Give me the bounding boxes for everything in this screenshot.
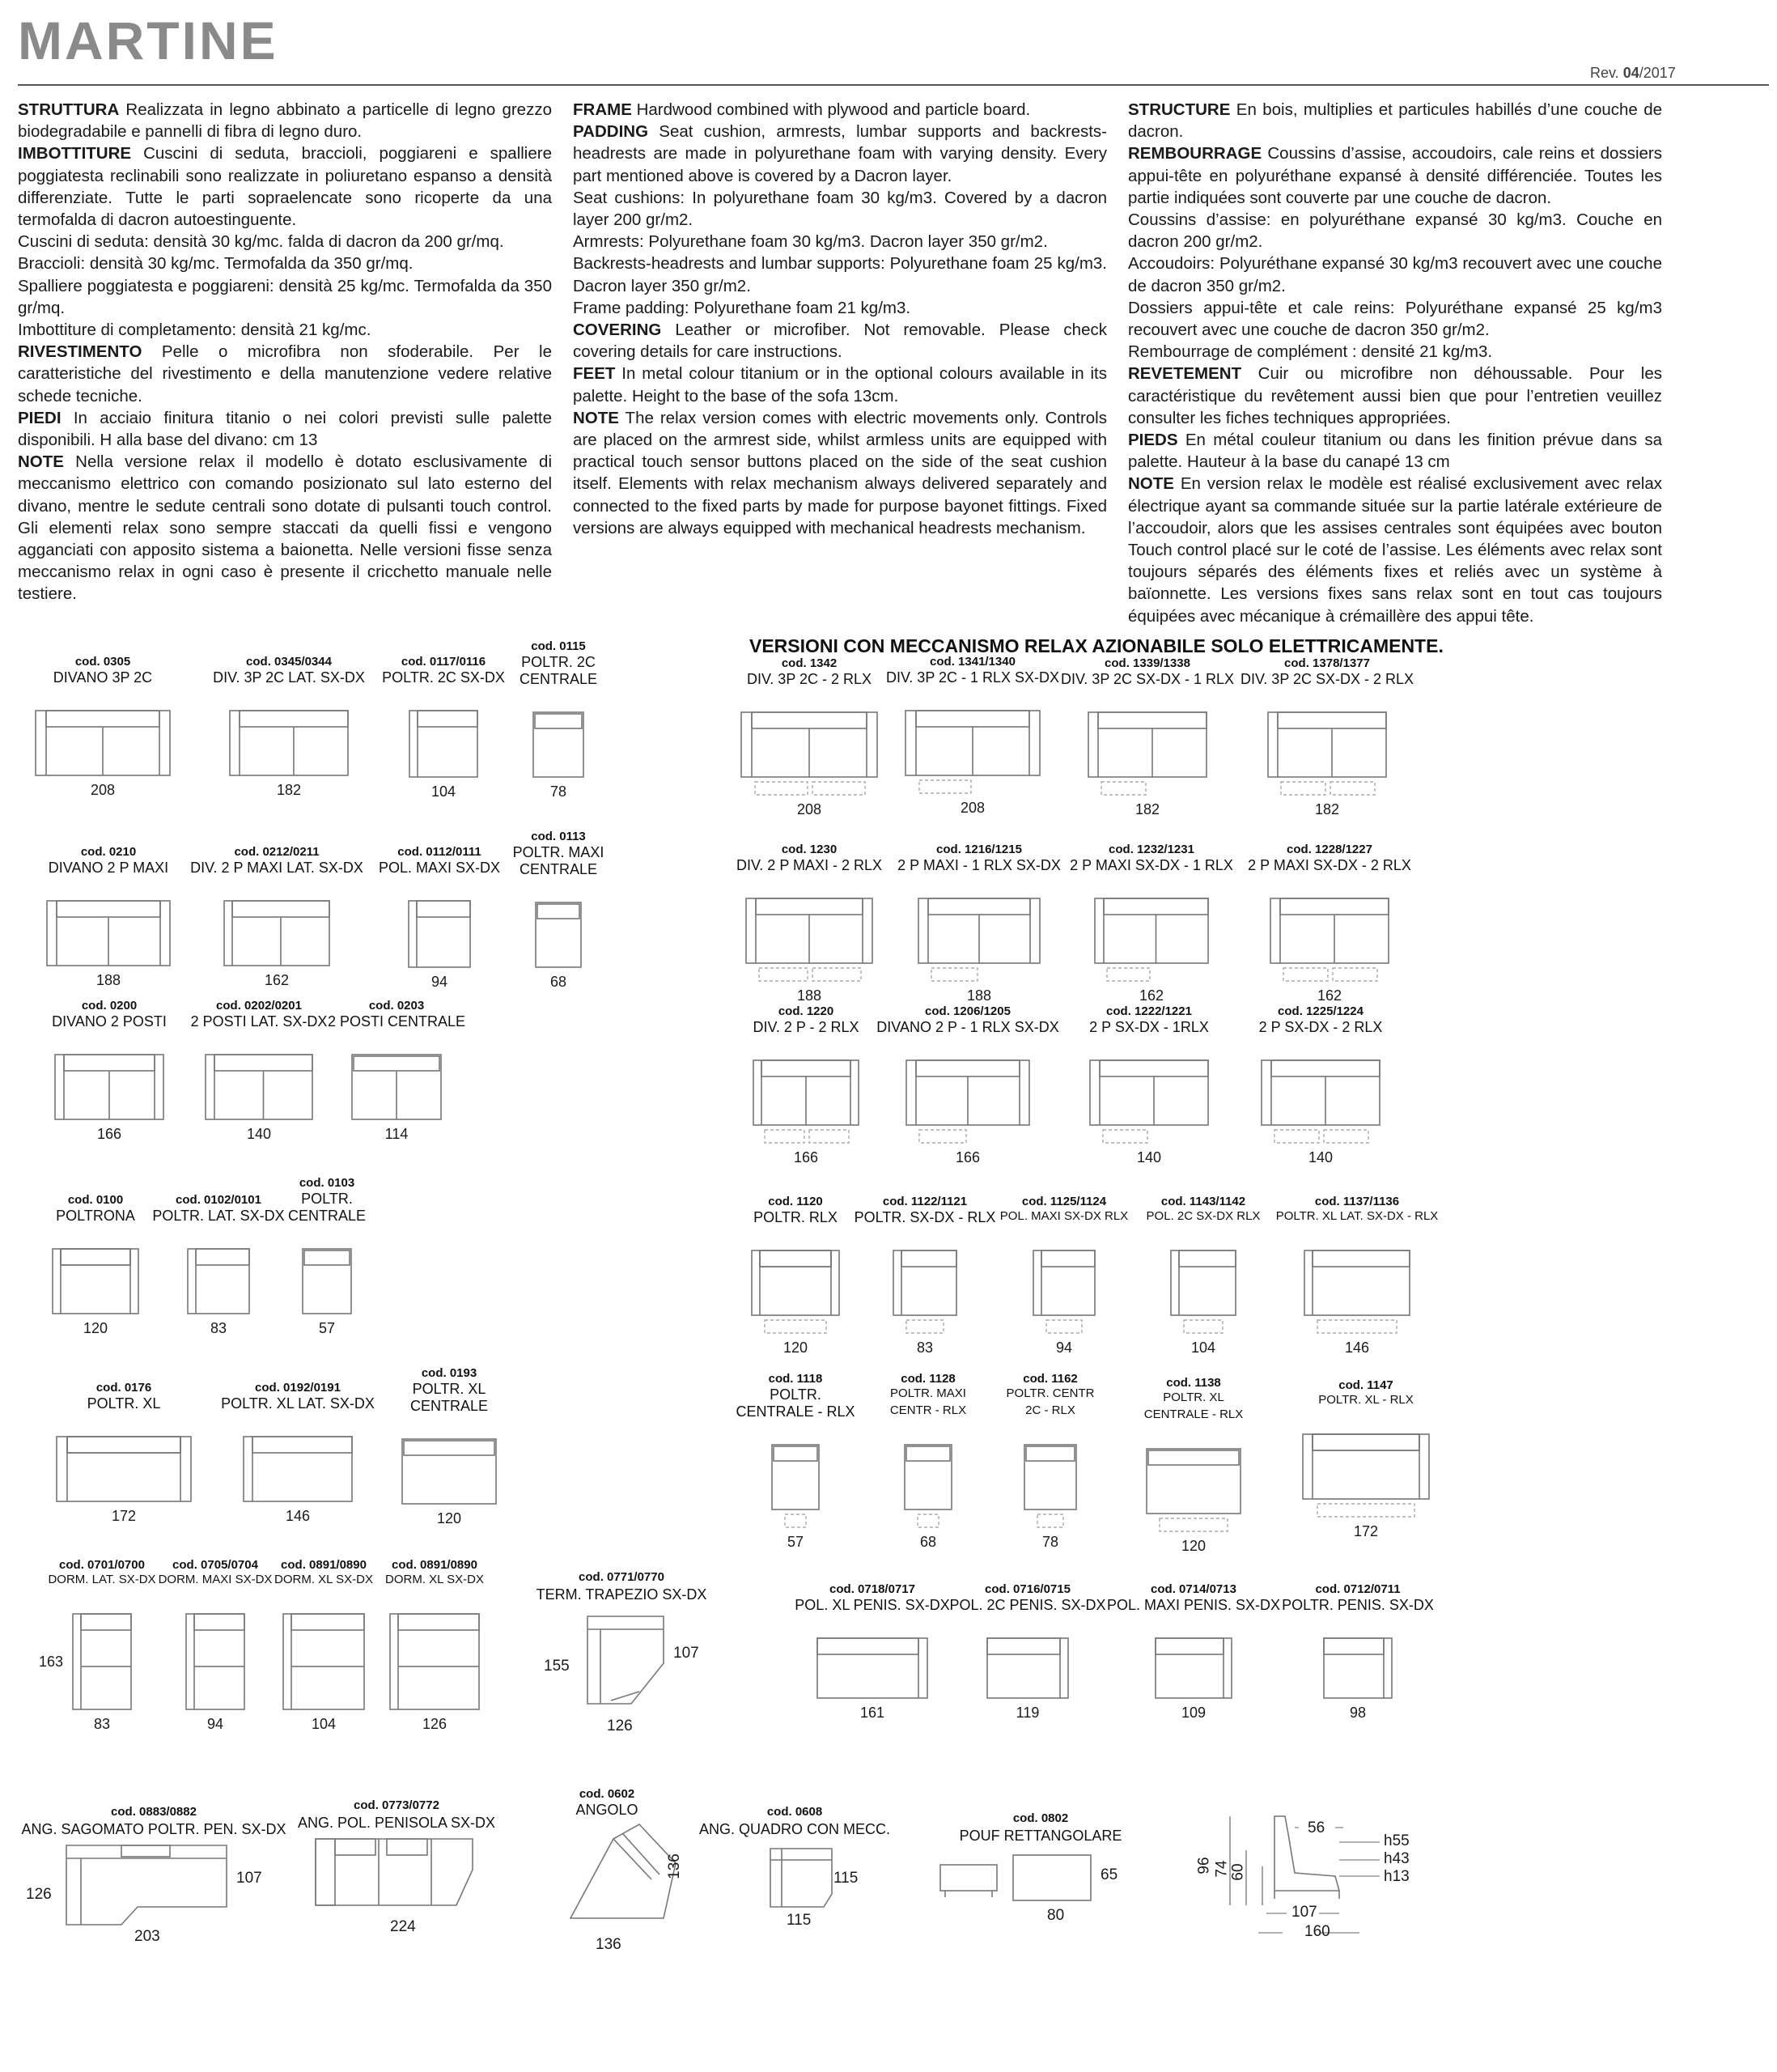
description-heading: NOTE [1128, 474, 1174, 494]
item-drawing [71, 1612, 133, 1732]
item-code: cod. 0212/0211 [234, 845, 320, 859]
profile-h55: h55 [1384, 1832, 1410, 1849]
item-width: 188 [796, 987, 822, 1004]
item-drawing [752, 1059, 860, 1148]
item-width: 208 [796, 801, 822, 817]
item-code: cod. 0345/0344 [246, 655, 332, 669]
item-depth: 163 [39, 1654, 64, 1670]
profile-h13: h13 [1384, 1868, 1410, 1885]
item-code: cod. 1378/1377 [1284, 656, 1370, 670]
profile-height-arm: 60 [1229, 1863, 1247, 1881]
item-name: DORM. XL SX-DX [385, 1573, 484, 1586]
item-code: cod. 1122/1121 [882, 1195, 968, 1208]
item-name: POLTR. XL [87, 1395, 161, 1412]
sagomato-drawing [65, 1844, 235, 1928]
item-drawing [282, 1612, 366, 1732]
quadro-drawing [769, 1847, 833, 1909]
item-name: POL. 2C PENIS. SX-DX [949, 1597, 1106, 1613]
item-code: cod. 1339/1338 [1105, 656, 1190, 670]
item-name: 2 P MAXI SX-DX - 1 RLX [1070, 857, 1233, 873]
item-code: cod. 0771/0770 [579, 1570, 664, 1584]
item-name: CENTRALE [519, 861, 598, 877]
item-name: DORM. LAT. SX-DX [48, 1573, 156, 1586]
description-text: Leather or microfiber. Not removable. Please check covering details for care instructions. [573, 321, 1107, 362]
item-name: DIV. 2 P MAXI LAT. SX-DX [190, 860, 363, 876]
description-text: Cuscini di seduta, braccioli, poggiareni e spalliere poggiatesta reclinabili sono realizzate in poliuretano espanso a densità differenziate. Tutte le parti sopraelencate sono ricoperte da una termofalda di dacron autoestinguente. [18, 144, 552, 230]
item-name: ANG. SAGOMATO POLTR. PEN. SX-DX [21, 1821, 286, 1837]
item-name: POLTR. [301, 1191, 353, 1207]
item-width: 140 [1308, 1149, 1334, 1166]
description-heading: IMBOTTITURE [18, 144, 132, 163]
item-drawing [184, 1612, 246, 1732]
item-name: DIVANO 2 P MAXI [48, 860, 169, 876]
description-text: Accoudoirs: Polyuréthane expansé 30 kg/m3 recouvert avec une couche de dacron 350 gr/m2. [1128, 254, 1662, 295]
profile-depth-open: 160 [1304, 1923, 1330, 1940]
penisola-drawing [314, 1837, 484, 1912]
item-code: cod. 0210 [80, 845, 137, 859]
item-name: POL. XL PENIS. SX-DX [795, 1597, 950, 1613]
description-text: Realizzata in legno abbinato a particelle di legno grezzo biodegradabile e pannelli di fibra di legno duro. [18, 100, 552, 142]
item-name: POLTR. XL LAT. SX-DX [221, 1395, 375, 1412]
description-text: En bois, multiplies et particules habillés d’une couche de dacron. [1128, 100, 1662, 142]
description-text: Hardwood combined with plywood and particle board. [631, 100, 1031, 119]
item-name: POLTR. CENTR [1006, 1386, 1095, 1400]
item-width: 98 [1349, 1705, 1367, 1721]
item-drawing [917, 897, 1041, 986]
item-code: cod. 0701/0700 [59, 1558, 145, 1572]
item-drawing [740, 711, 879, 800]
description-heading: REVETEMENT [1128, 364, 1242, 384]
item-code: cod. 1118 [768, 1372, 823, 1386]
item-name: DIV. 2 P - 2 RLX [753, 1019, 859, 1035]
profile-h43: h43 [1384, 1850, 1410, 1867]
angolo-drawing [566, 1823, 680, 1928]
item-code: cod. 0891/0890 [281, 1558, 367, 1572]
item-name: 2C - RLX [1025, 1403, 1075, 1417]
item-code: cod. 0200 [81, 999, 138, 1013]
item-code: cod. 1137/1136 [1314, 1195, 1400, 1208]
item-name: POLTR. MAXI [512, 844, 604, 860]
item-code: cod. 0718/0717 [829, 1582, 915, 1596]
item-code: cod. 1232/1231 [1109, 843, 1194, 856]
item-width: 83 [93, 1716, 111, 1732]
item-name: DIV. 3P 2C LAT. SX-DX [213, 669, 365, 686]
item-name: POLTR. XL [1163, 1391, 1224, 1404]
item-code: cod. 0714/0713 [1151, 1582, 1236, 1596]
item-code: cod. 0608 [766, 1805, 823, 1819]
item-drawing [904, 709, 1041, 798]
item-code: cod. 0705/0704 [172, 1558, 258, 1572]
sagomato-side: 126 [26, 1886, 52, 1903]
item-name: 2 P MAXI SX-DX - 2 RLX [1248, 857, 1411, 873]
description-heading: NOTE [573, 408, 619, 427]
item-drawing [1023, 1443, 1078, 1532]
item-width: 188 [95, 972, 121, 988]
item-code: cod. 0602 [579, 1787, 635, 1801]
item-width: 78 [549, 783, 567, 800]
item-width: 161 [859, 1705, 885, 1721]
rev-year: /2017 [1639, 65, 1676, 81]
item-name: POLTR. SX-DX - RLX [854, 1209, 996, 1225]
item-drawing [903, 1443, 953, 1532]
item-name: 2 P MAXI - 1 RLX SX-DX [897, 857, 1061, 873]
item-width: 114 [384, 1126, 409, 1142]
item-width: 166 [96, 1126, 122, 1142]
item-code: cod. 0193 [421, 1366, 477, 1380]
trapezio-depth: 155 [544, 1658, 570, 1675]
item-code: cod. 1228/1227 [1287, 843, 1372, 856]
item-name: CENTR - RLX [889, 1403, 967, 1417]
quadro-depth: 115 [833, 1870, 859, 1887]
description-text: In acciaio finitura titanio o nei colori previsti sulle palette disponibili. H alla base del divano: cm 13 [18, 408, 552, 450]
item-width: 162 [1139, 987, 1164, 1004]
description-heading: STRUCTURE [1128, 100, 1231, 119]
item-drawing [1269, 897, 1390, 986]
item-width: 140 [246, 1126, 272, 1142]
description-heading: PIEDI [18, 408, 61, 427]
description-heading: PADDING [573, 122, 649, 142]
item-name: POL. MAXI SX-DX RLX [999, 1209, 1129, 1223]
pouf-drawing [939, 1853, 1101, 1902]
description-heading: FRAME [573, 100, 632, 119]
item-code: cod. 1341/1340 [930, 655, 1016, 669]
item-name: DIV. 2 P MAXI - 2 RLX [736, 857, 883, 873]
item-width: 166 [793, 1149, 819, 1166]
item-width: 126 [422, 1716, 447, 1732]
description-text: Seat cushions: In polyurethane foam 30 kg/m3. Covered by a dacron layer 200 gr/m2. [573, 188, 1107, 230]
model-title: MARTINE [18, 11, 278, 70]
item-name: POLTR. XL [412, 1381, 486, 1397]
item-name: POLTR. PENIS. SX-DX [1282, 1597, 1434, 1613]
item-code: cod. 1138 [1166, 1376, 1221, 1390]
item-width: 104 [1190, 1340, 1216, 1356]
item-name: CENTRALE [519, 671, 598, 687]
item-width: 208 [90, 782, 116, 798]
item-width: 166 [955, 1149, 981, 1166]
item-drawing [744, 897, 874, 986]
description-text: Frame padding: Polyurethane foam 21 kg/m3. [573, 298, 911, 317]
item-code: cod. 0305 [74, 655, 131, 669]
item-drawing [388, 1612, 481, 1732]
penisola-width: 224 [390, 1918, 416, 1935]
sagomato-depth: 107 [236, 1870, 262, 1887]
item-name: POLTR. LAT. SX-DX [152, 1208, 285, 1224]
item-code: cod. 1147 [1338, 1378, 1393, 1392]
rev-prefix: Rev. [1590, 65, 1619, 81]
item-name: DIV. 3P 2C SX-DX - 1 RLX [1060, 671, 1235, 687]
item-width: 182 [276, 782, 302, 798]
item-name: DIV. 3P 2C SX-DX - 2 RLX [1240, 671, 1414, 687]
description-text: Coussins d’assise, accoudoirs, cale reins et dossiers appui-tête en polyuréthane expansé à densité différenciée. Toutes les partie indiquées sont couverte par une couche de dacron. [1128, 144, 1662, 207]
description-text: Seat cushion, armrests, lumbar supports and backrests-headrests are made in polyurethane foam with varying density. Every part mentioned above is covered by a Dacron layer. [573, 122, 1107, 185]
item-code: cod. 0712/0711 [1315, 1582, 1401, 1596]
item-drawing [1303, 1249, 1411, 1338]
item-name: ANG. QUADRO CON MECC. [698, 1821, 891, 1837]
item-name: 2 POSTI LAT. SX-DX [190, 1013, 328, 1030]
description-heading: NOTE [18, 452, 64, 472]
item-name: CENTRALE [287, 1208, 367, 1224]
item-width: 78 [1041, 1534, 1059, 1550]
item-code: cod. 0117/0116 [401, 655, 486, 669]
item-code: cod. 1120 [768, 1195, 823, 1208]
description-text: Armrests: Polyurethane foam 30 kg/m3. Dacron layer 350 gr/m2. [573, 232, 1048, 252]
description-text: Rembourrage de complément : densité 21 kg/m3. [1128, 342, 1493, 362]
item-name: POLTR. XL LAT. SX-DX - RLX [1275, 1209, 1439, 1223]
description-heading: STRUTTURA [18, 100, 120, 119]
item-code: cod. 0802 [1012, 1811, 1069, 1825]
description-text: Nella versione relax il modello è dotato esclusivamente di meccanismo elettrico con comando posizionato sul lato esterno del divano, mentre le sedute centrali sono dotate di pulsanti touch control. Gli elementi relax sono sempre staccati da quelli fissi e vengono agganciati con apposito sistema a baionetta. Nelle versioni fisse senza meccanismo relax in ogni caso è presente il cricchetto manuale nelle testiere. [18, 452, 552, 604]
item-name: ANGOLO [575, 1802, 638, 1818]
description-text: Coussins d’assise: en polyuréthane expansé 30 kg/m3. Couche en dacron 200 gr/m2. [1128, 210, 1662, 252]
item-width: 68 [919, 1534, 937, 1550]
item-name: 2 P SX-DX - 1RLX [1089, 1019, 1209, 1035]
item-drawing [1301, 1433, 1431, 1522]
description-text: In metal colour titanium or in the optional colours available in its palette. Height to the base of the sofa 13cm. [573, 364, 1107, 405]
description-heading: COVERING [573, 321, 662, 340]
item-code: cod. 1230 [781, 843, 838, 856]
item-name: CENTRALE - RLX [736, 1403, 855, 1420]
item-width: 104 [430, 783, 456, 800]
item-name: POUF RETTANGOLARE [959, 1828, 1122, 1844]
trapezio-width: 126 [607, 1717, 633, 1734]
description-text: Backrests-headrests and lumbar supports: Polyurethane foam 25 kg/m3. Dacron layer 350 gr/m2. [573, 254, 1107, 295]
angolo-width: 136 [596, 1936, 621, 1953]
item-width: 120 [436, 1510, 462, 1526]
item-code: cod. 1216/1215 [936, 843, 1022, 856]
rev-number: 04 [1622, 65, 1639, 81]
item-name: DIVANO 3P 2C [53, 669, 153, 686]
item-drawing [1093, 897, 1210, 986]
item-name: ANG. POL. PENISOLA SX-DX [297, 1815, 496, 1831]
item-width: 119 [1016, 1705, 1040, 1721]
item-code: cod. 1222/1221 [1106, 1004, 1192, 1018]
item-code: cod. 0883/0882 [111, 1805, 197, 1819]
item-width: 109 [1181, 1705, 1207, 1721]
item-width: 208 [960, 800, 986, 816]
item-drawing [1088, 1059, 1210, 1148]
item-code: cod. 0891/0890 [392, 1558, 477, 1572]
description-heading: PIEDS [1128, 431, 1178, 450]
item-width: 120 [1181, 1538, 1207, 1554]
description-text: The relax version comes with electric movements only. Controls are placed on the armrest side, whilst armless units are equipped with practical touch sensor buttons placed on the side of the seat cushion itself. Elements with relax mechanism always delivered separately and connected to the fixed parts by made for purpose bayonet fittings. Fixed versions are always equipped with mechanical headrests mechanism. [573, 408, 1107, 537]
description-heading: RIVESTIMENTO [18, 342, 142, 362]
item-code: cod. 1206/1205 [925, 1004, 1011, 1018]
item-code: cod. 0203 [368, 999, 425, 1013]
description-text: En version relax le modèle est réalisé exclusivement avec relax électrique ayant sa commande située sur la partie latérale extérieure de l’accoudoir, alors que les assises centrales sont équipées avec bouton Touch control placé sur le coté de l’assise. Les éléments avec relax sont toujours séparés des éléments fixes et reliés avec un système à baïonnette. Les versions fixes sans relax sont en tout cas toujours équipées avec mécanique à crémaillère des appui tête. [1128, 474, 1662, 626]
item-name: POLTR. XL - RLX [1318, 1393, 1414, 1407]
description-text: En métal couleur titanium ou dans les finition prévue dans sa palette. Hauteur à la base du canapé 13 cm [1128, 431, 1662, 472]
item-name: TERM. TRAPEZIO SX-DX [536, 1586, 707, 1603]
item-code: cod. 0773/0772 [354, 1798, 439, 1812]
item-code: cod. 1125/1124 [1021, 1195, 1107, 1208]
item-name: CENTRALE - RLX [1143, 1408, 1244, 1421]
item-drawing [1169, 1249, 1237, 1338]
item-code: cod. 1143/1142 [1160, 1195, 1246, 1208]
item-name: 2 POSTI CENTRALE [327, 1013, 466, 1030]
item-name: DIVANO 2 P - 1 RLX SX-DX [876, 1019, 1059, 1035]
item-code: cod. 0202/0201 [216, 999, 302, 1013]
item-width: 182 [1314, 801, 1340, 817]
item-drawing [770, 1443, 821, 1532]
item-code: cod. 0192/0191 [255, 1381, 341, 1395]
item-code: cod. 0102/0101 [176, 1193, 261, 1207]
profile-depth-closed: 107 [1291, 1904, 1317, 1921]
item-name: 2 P SX-DX - 2 RLX [1258, 1019, 1383, 1035]
item-width: 83 [210, 1320, 227, 1336]
item-code: cod. 0716/0715 [985, 1582, 1071, 1596]
item-name: POLTR. [770, 1386, 821, 1403]
item-name: POLTR. 2C SX-DX [382, 669, 505, 686]
item-code: cod. 0103 [299, 1176, 355, 1190]
item-width: 120 [782, 1340, 808, 1356]
item-code: cod. 0113 [531, 830, 586, 843]
pouf-width: 80 [1047, 1907, 1065, 1924]
item-width: 162 [1317, 987, 1342, 1004]
description-heading: REMBOURRAGE [1128, 144, 1262, 163]
item-name: POL. MAXI SX-DX [378, 860, 501, 876]
item-code: cod. 1128 [901, 1372, 956, 1386]
item-name: DORM. MAXI SX-DX [158, 1573, 273, 1586]
item-name: DIV. 3P 2C - 1 RLX SX-DX [885, 669, 1060, 686]
item-width: 94 [1055, 1340, 1073, 1356]
item-drawing [1145, 1447, 1242, 1536]
item-width: 188 [966, 987, 992, 1004]
profile-height-back: 74 [1213, 1860, 1231, 1878]
item-width: 94 [430, 974, 448, 990]
angolo-depth: 136 [665, 1853, 683, 1879]
item-width: 120 [83, 1320, 108, 1336]
item-code: cod. 1342 [781, 656, 838, 670]
item-width: 146 [1344, 1340, 1370, 1356]
profile-headrest-depth: 56 [1308, 1819, 1325, 1836]
item-code: cod. 0112/0111 [397, 845, 481, 859]
item-name: POL. MAXI PENIS. SX-DX [1106, 1597, 1281, 1613]
trapezio-side: 107 [673, 1645, 699, 1662]
item-name: POL. 2C SX-DX RLX [1146, 1209, 1261, 1223]
item-name: POLTR. RLX [753, 1209, 838, 1225]
item-name: DIV. 3P 2C - 2 RLX [746, 671, 872, 687]
description-text: Imbottiture di completamento: densità 21 kg/mc. [18, 321, 371, 340]
item-name: POLTR. MAXI [890, 1386, 966, 1400]
item-code: cod. 1220 [778, 1004, 834, 1018]
item-code: cod. 1162 [1023, 1372, 1078, 1386]
item-width: 57 [787, 1534, 804, 1550]
item-width: 172 [111, 1508, 137, 1524]
item-drawing [1266, 711, 1388, 800]
description-text: Braccioli: densità 30 kg/mc. Termofalda da 350 gr/mq. [18, 254, 414, 274]
item-code: cod. 0115 [531, 639, 586, 653]
description-text: Spalliere poggiatesta e poggiareni: densità 25 kg/mc. Termofalda da 350 gr/mq. [18, 276, 552, 317]
item-name: POLTR. 2C [521, 654, 596, 670]
item-width: 104 [311, 1716, 337, 1732]
item-drawing [1260, 1059, 1381, 1148]
description-text: Cuscini di seduta: densità 30 kg/mc. falda di dacron da 200 gr/mq. [18, 232, 504, 252]
item-drawing [750, 1249, 841, 1338]
item-drawing [892, 1249, 958, 1338]
item-name: POLTRONA [56, 1208, 135, 1224]
item-name: DIVANO 2 POSTI [52, 1013, 167, 1030]
item-code: cod. 0100 [67, 1193, 124, 1207]
item-name: CENTRALE [409, 1398, 489, 1414]
item-code: cod. 0176 [95, 1381, 152, 1395]
item-width: 83 [916, 1340, 934, 1356]
description-heading: FEET [573, 364, 616, 384]
pouf-depth: 65 [1101, 1866, 1118, 1883]
item-width: 68 [549, 974, 567, 990]
description-text: Dossiers appui-tête et cale reins: Polyuréthane expansé 25 kg/m3 recouvert avec une couche de dacron 350 gr/m2. [1128, 298, 1662, 340]
relax-versions-heading: VERSIONI CON MECCANISMO RELAX AZIONABILE SOLO ELETTRICAMENTE. [749, 635, 1444, 656]
item-width: 140 [1136, 1149, 1162, 1166]
profile-height-total: 96 [1195, 1857, 1213, 1875]
trapezio-drawing [583, 1615, 704, 1712]
item-width: 94 [206, 1716, 224, 1732]
item-drawing [1087, 711, 1208, 800]
sagomato-width: 203 [134, 1928, 160, 1945]
item-name: DORM. XL SX-DX [274, 1573, 373, 1586]
item-width: 57 [318, 1320, 336, 1336]
item-width: 162 [264, 972, 290, 988]
item-drawing [905, 1059, 1031, 1148]
item-width: 146 [285, 1508, 311, 1524]
item-width: 172 [1353, 1523, 1379, 1539]
item-drawing [1032, 1249, 1096, 1338]
description-text: Pelle o microfibra non sfoderabile. Per le caratteristiche del rivestimento e della manutenzione vedere relative schede tecniche. [18, 342, 552, 405]
item-code: cod. 1225/1224 [1278, 1004, 1363, 1018]
quadro-width: 115 [787, 1912, 812, 1929]
description-text: Cuir ou microfibre non déhoussable. Pour les caractéristique du revêtement aussi bien que pour l’entretien veuillez consulter les fiches techniques appropriées. [1128, 364, 1662, 427]
item-width: 182 [1134, 801, 1160, 817]
